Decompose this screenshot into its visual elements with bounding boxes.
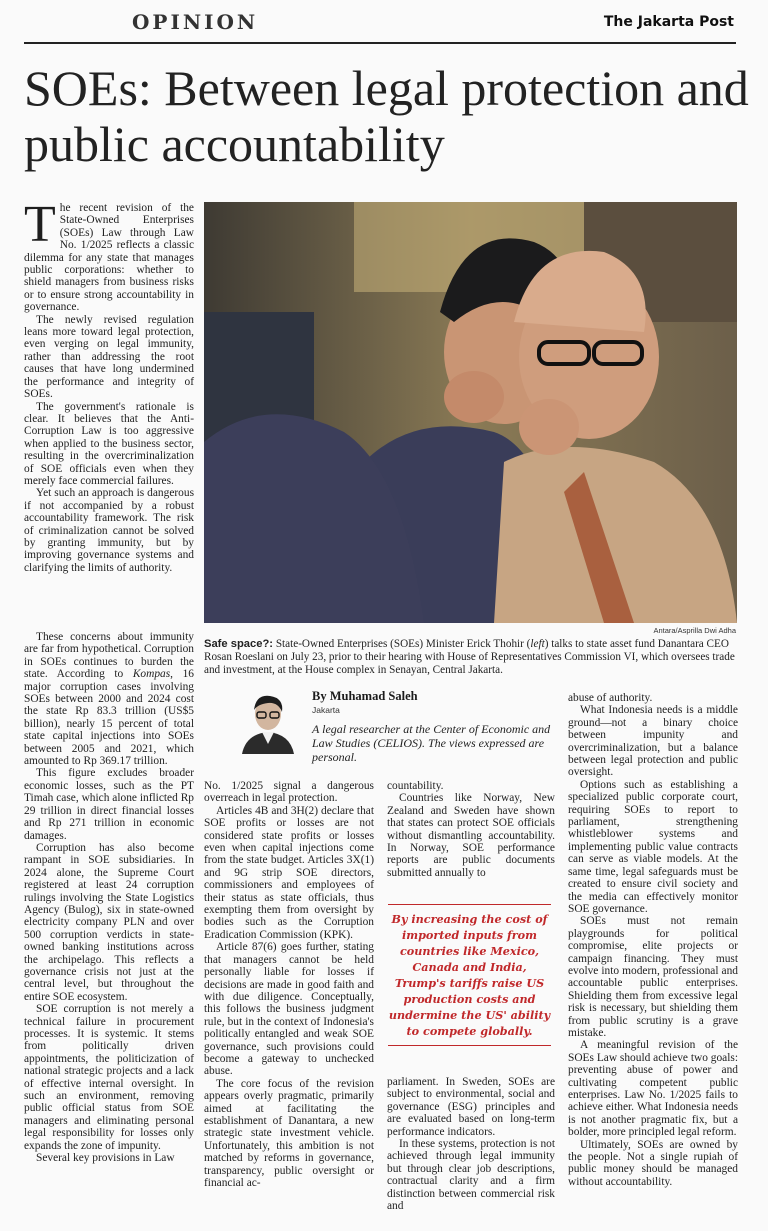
caption-text: ) talks to state asset fund Danantara CEO Rosan Roeslani on July 23, prior to their hearing with House of Representatives Commission VI, which oversees trade and investment, at the House complex in Senayan, Central Jakarta. — [204, 638, 735, 676]
paragraph: SOEs must not remain playgrounds for political compromise, elite projects or campaign financing. They must evolve into modern, professional and accountable public enterprises. Shielding them from excessive legal risk is necessary, but shielding them from public scrutiny is a grave mistake. — [568, 915, 738, 1039]
paragraph: Ultimately, SOEs are owned by the people. Not a single rupiah of public money should be managed without accountability. — [568, 1138, 738, 1188]
paragraph: Yet such an approach is dangerous if not accompanied by a robust accountability framework. The risk of criminalization cannot be solved by granting immunity, but by improving governance systems and clarifying the limits of authority. — [24, 487, 194, 574]
headline: SOEs: Between legal protection and public accountability — [24, 60, 749, 172]
paragraph: parliament. In Sweden, SOEs are subject to environmental, social and governance (ESG) principles and are evaluated based on long-term performance indicators. — [387, 1076, 555, 1138]
newspaper-masthead: The Jakarta Post — [603, 14, 734, 30]
publication-name: Kompas — [132, 668, 171, 681]
drop-cap: T — [24, 196, 56, 253]
column-1-top — [24, 196, 194, 574]
paragraph: In these systems, protection is not achieved through legal immunity but through clear job descriptions, contractual clarity and a firm distinction between commercial risk and — [387, 1138, 555, 1213]
paragraph: The newly revised regulation leans more toward legal protection, even verging on legal immunity, rather than addressing the root causes that have long undermined the performance and integrity of SOEs. — [24, 313, 194, 401]
column-1-bottom — [24, 631, 194, 1164]
column-3-bottom — [387, 1076, 555, 1212]
paragraph: abuse of authority. — [568, 692, 653, 704]
author-avatar — [238, 688, 298, 754]
paragraph: No. 1/2025 signal a dangerous overreach in legal protection. — [204, 780, 374, 805]
column-3-top — [387, 780, 555, 879]
photo-illustration — [204, 202, 737, 623]
author-bio: A legal researcher at the Center of Economic and Law Studies (CELIOS). The views expressed are personal. — [312, 722, 551, 764]
paragraph: Several key provisions in Law — [36, 1152, 175, 1165]
paragraph: The government's rationale is clear. It believes that the Anti-Corruption Law is too aggressive when applied to the business sector, resulting in the overcriminalization of SOE officials even when they merely face commercial failures. — [24, 400, 194, 487]
paragraph: The core focus of the revision appears overly pragmatic, primarily aimed at facilitating the establishment of Danantara, a new strategic state investment vehicle. Unfortunately, this ambition is not matched by reforms in governance, transparency, public oversight or financial ac- — [204, 1077, 374, 1189]
paragraph-text: These concerns about immunity are far from hypothetical. Corruption in SOEs continues to burden the state. According to — [24, 631, 194, 681]
paragraph-text: he recent revision of the State-Owned Enterprises (SOEs) Law through Law No. 1/2025 reflects a classic dilemma for any state that manages public corporations: whether to shield managers from business risks or to ensure strong accountability in governance. — [24, 202, 194, 314]
column-2 — [204, 780, 374, 1189]
paragraph: A meaningful revision of the SOEs Law should achieve two goals: preventing abuse of power and cultivating competent public enterprises. Law No. 1/2025 fails to achieve either. What Indonesia needs is not another pragmatic fix, but a bolder, more principled legal reform. — [568, 1039, 738, 1139]
photo-credit: Antara/Asprilla Dwi Adha — [653, 626, 736, 635]
paragraph: Corruption has also become rampant in SOE subsidiaries. In 2024 alone, the Supreme Court registered at least 24 corruption rulings involving the State Logistics Agency (Bulog), six in state-owned electricity company PLN and over 500 corruption verdicts in state-owned banking institutions across the archipelago. This reflects a governance crisis not just at the central level, but throughout the entire SOE ecosystem. — [24, 841, 194, 1003]
paragraph: countability. — [387, 780, 444, 792]
article-photo — [204, 202, 737, 623]
caption-lead: Safe space?: — [204, 638, 274, 650]
caption-text: State-Owned Enterprises (SOEs) Minister Erick Thohir ( — [273, 638, 531, 650]
header-rule — [24, 42, 736, 44]
author-name: By Muhamad Saleh — [312, 689, 418, 703]
section-label: OPINION — [132, 10, 259, 34]
photo-caption — [204, 638, 740, 677]
pull-quote: By increasing the cost of imported inputs from countries like Mexico, Canada and India, Trump's tariffs raise US production costs and undermine the US' ability to compete globally. — [388, 904, 551, 1046]
paragraph: This figure excludes broader economic losses, such as the PT Timah case, which alone inflicted Rp 29 trillion in direct financial losses and Rp 271 trillion in economic damages. — [24, 767, 194, 842]
paragraph: Article 87(6) goes further, stating that managers cannot be held personally liable for losses if decisions are made in good faith and with due diligence. Conceptually, this follows the business judgment rule, but in the context of Indonesia's politically entangled and weak SOE governance, such provisions could become a gateway to unchecked abuse. — [204, 941, 374, 1078]
paragraph: SOE corruption is not merely a technical failure in procurement processes. It is systemic. It stems from politically driven appointments, the politicization of national strategic projects and a lack of effective internal oversight. In such an environment, removing public official status from SOE managers and eliminating personal legal responsibility for losses only expands the zone of impunity. — [24, 1003, 194, 1152]
caption-left: left — [530, 638, 545, 650]
paragraph: Countries like Norway, New Zealand and Sweden have shown that states can protect SOE officials without dismantling accountability. In Norway, SOE performance reports are public documents submitted annually to — [387, 792, 555, 879]
paragraph — [24, 631, 194, 767]
paragraph: Options such as establishing a specialized public corporate court, requiring SOEs to report to parliament, strengthening whistleblower systems and implementing public value contracts can serve as viable models. At the same time, legal safeguards must be created to ensure civil society and the media can effectively monitor SOE governance. — [568, 778, 738, 915]
author-location: Jakarta — [312, 705, 340, 715]
paragraph: What Indonesia needs is a middle ground—not a binary choice between impunity and overcriminalization, but a balance between legal protection and public oversight. — [568, 704, 738, 779]
paragraph-text: , 16 major corruption cases involving SOEs between 2000 and 2024 cost the state Rp 83.3 trillion (US$5 billion), nearly 15 percent of total state capital injections into SOEs between 2005 and 2021, which amounted to Rp 369.17 trillion. — [24, 668, 194, 768]
column-4 — [568, 692, 738, 1188]
paragraph — [24, 196, 194, 314]
paragraph: Articles 4B and 3H(2) declare that SOE profits or losses are not considered state profits or losses even when capital injections come from the state budget. Articles 3X(1) and 9G strip SOE directors, commissioners and employees of their status as state officials, thus exempting them from oversight by bodies such as the Corruption Eradication Commission (KPK). — [204, 804, 374, 941]
